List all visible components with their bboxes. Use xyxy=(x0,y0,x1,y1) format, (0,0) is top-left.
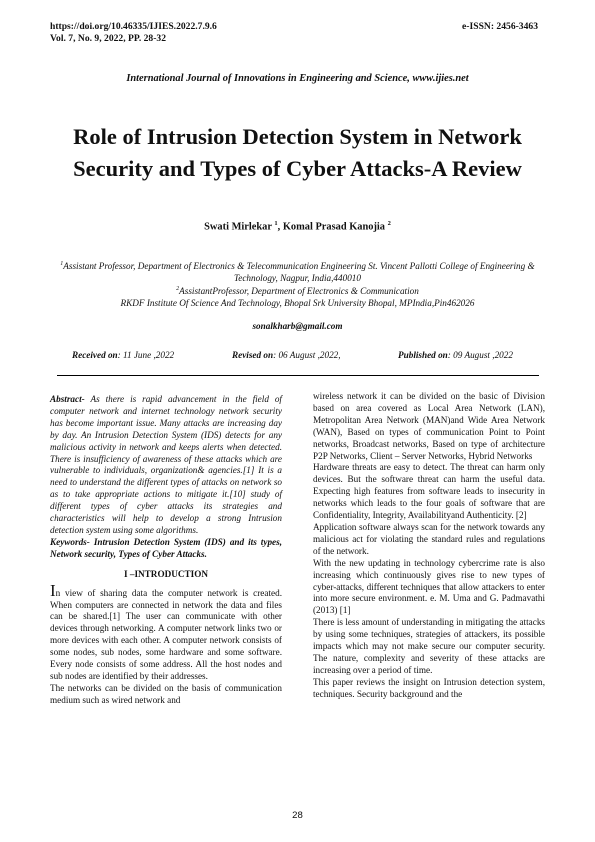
revised-value: : 06 August ,2022, xyxy=(273,350,341,360)
right-paragraph-3: Application software always scan for the network towards any malicious act for violating the standard rules and regulations of the network. xyxy=(313,521,545,556)
paper-title: Role of Intrusion Detection System in Network Security and Types of Cyber Attacks-A Review xyxy=(73,124,522,181)
affiliation-2-mark: 2 xyxy=(176,286,180,293)
right-paragraph-1: wireless network it can be divided on the basic of Division based on area covered as Local Area Network (LAN), Metropolitan Area Network (MAN)and Wide Area Network (WAN), Based on types of communication Point to Point networks, Broadcast networks, Based on type of architecture P2P Networks, Client – Server Networks, Hybrid Networks xyxy=(313,391,545,461)
header-divider xyxy=(57,375,539,376)
received-date xyxy=(72,350,174,360)
doi-link[interactable]: https://doi.org/10.46335/IJIES.2022.7.9.6 xyxy=(50,21,217,32)
author-line xyxy=(0,220,595,232)
revised-date xyxy=(232,350,341,360)
author-1: Swati Mirlekar xyxy=(204,221,275,233)
affiliation-2 xyxy=(40,284,555,298)
author-2: Komal Prasad Kanojia xyxy=(282,221,388,233)
intro-paragraph-1-text: n view of sharing data the computer network is created. When computers are connected in network the data and files can be shared.[1] The user can communicate with other devices through networking. A computer network links two or more devices with each other. A computer network consists of some nodes, sub nodes, some hardware and some software. Every node consists of some address. All the host nodes and sub nodes are identified by their addresses. xyxy=(50,587,282,681)
drop-cap: I xyxy=(50,580,56,600)
author-1-affiliation-mark: 1 xyxy=(274,220,278,227)
right-paragraph-5: There is less amount of understanding in mitigating the attacks by using some techniques, strategies of attackers, its possible impacts which may not make secure our computer security. The nature, complexity and severity of these attacks are increasing over a period of time. xyxy=(313,617,545,675)
right-column xyxy=(313,391,545,701)
abstract xyxy=(50,394,282,537)
keywords: Keywords- Intrusion Detection System (IDS) and its types, Network security, Types of Cyber Attacks. xyxy=(50,536,282,559)
intro-paragraph-1 xyxy=(50,580,282,683)
running-header-left xyxy=(50,21,217,45)
abstract-label: Abstract- xyxy=(50,394,85,404)
issn: e-ISSN: 2456-3463 xyxy=(462,21,538,32)
affiliation-2-text: AssistantProfessor, Department of Electronics & Communication xyxy=(179,286,419,297)
author-2-affiliation-mark: 2 xyxy=(387,220,391,227)
right-paragraph-6: This paper reviews the insight on Intrusion detection system, techniques. Security background and the xyxy=(313,676,545,699)
affiliation-3: RKDF Institute Of Science And Technology, Bhopal Srk University Bhopal, MPIndia,Pin462026 xyxy=(120,297,475,308)
affiliation-1 xyxy=(40,259,555,284)
volume-info: Vol. 7, No. 9, 2022, PP. 28-32 xyxy=(50,33,167,44)
abstract-text: As there is rapid advancement in the field of computer network and internet technology network security has become important issue. Many attacks are increasing day by day. An Intrusion Detection System (IDS) detects for any malicious activity in network and keeps alerts when detected. There is insufficiency of awareness of these attacks which are vulnerable to individuals, organization& agencies.[1] It is a need to understand the different types of attacks on network so as to take appropriate actions to mitigate it.[10] study of different types of cyber attacks its strategies and characteristics will help to develop a strong Intrusion detection system using some algorithms. xyxy=(50,394,282,535)
revised-label: Revised on xyxy=(232,350,274,360)
left-column xyxy=(50,394,282,707)
right-paragraph-4: With the new updating in technology cybercrime rate is also increasing which continuously gives rise to new types of cyber-attacks, different techniques that allow attackers to enter into more secure environment. e. M. Uma and G. Padmavathi (2013) [1] xyxy=(313,557,545,616)
received-label: Received on xyxy=(72,350,118,360)
contact-email[interactable]: sonalkharb@gmail.com xyxy=(252,321,343,331)
published-date xyxy=(398,350,513,360)
affiliation-1-text: Assistant Professor, Department of Electronics & Telecommunication Engineering St. Vincent Pallotti College of Engineering & Technology, Nagpur, India,440010 xyxy=(63,261,535,283)
received-value: : 11 June ,2022 xyxy=(117,350,175,360)
right-paragraph-2: Hardware threats are easy to detect. The threat can harm only devices. But the software threat can harm the useful data. Expecting high features from software leads to insecurity in networks which leads to the four goals of software that are Confidentiality, Integrity, Availabilityand Authenticity. [2] xyxy=(313,462,545,521)
affiliation-1-mark: 1 xyxy=(60,261,64,267)
journal-name: International Journal of Innovations in Engineering and Science, www.ijies.net xyxy=(126,73,469,84)
published-value: : 09 August ,2022 xyxy=(447,350,513,360)
page-number: 28 xyxy=(292,810,303,821)
intro-paragraph-2: The networks can be divided on the basis of communication medium such as wired network and xyxy=(50,682,282,705)
author-separator: , xyxy=(277,221,283,233)
affiliations xyxy=(40,259,555,309)
published-label: Published on xyxy=(398,350,448,360)
section-heading-introduction: I –INTRODUCTION xyxy=(124,568,208,579)
